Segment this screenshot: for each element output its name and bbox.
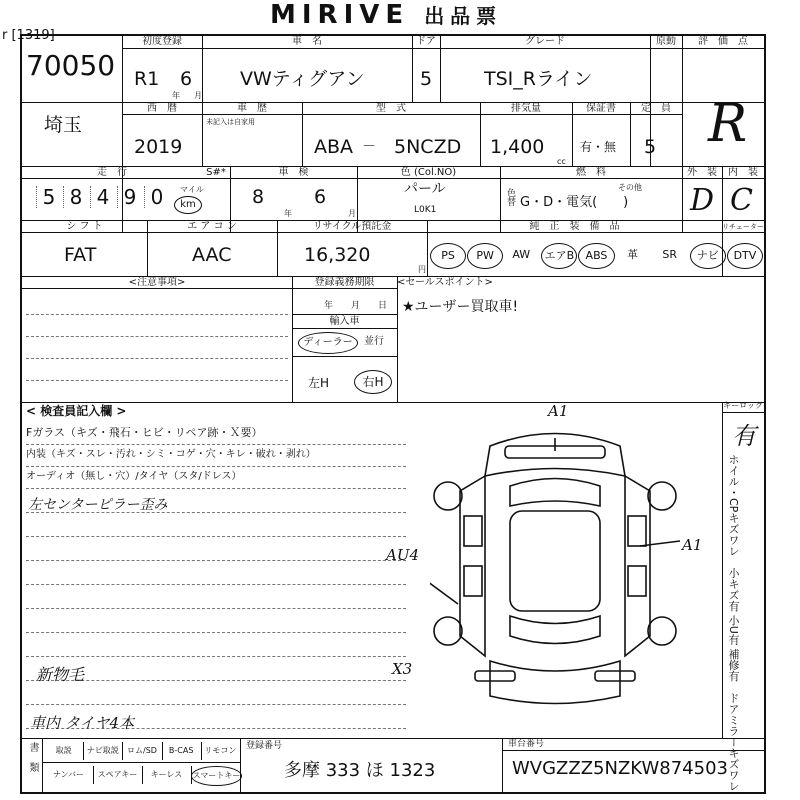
option-item: AW — [512, 248, 531, 261]
grade: TSI_Rライン — [484, 68, 593, 90]
doc-item: ロム/SD — [122, 742, 162, 760]
unit-yen: 円 — [418, 265, 426, 274]
model-type-b: 5NCZD — [394, 136, 462, 158]
option-item: エアB — [541, 243, 577, 269]
docs-row-2 — [44, 766, 240, 784]
diagram-mark-a1-top: A1 — [548, 402, 569, 420]
label-rating: 評 価 点 — [698, 36, 748, 47]
region: 埼玉 — [44, 114, 83, 136]
label-aircon: エ ア コ ン — [187, 221, 237, 232]
doc-item: リモコン — [201, 742, 241, 760]
label-car-name: 車 名 — [292, 36, 322, 47]
option-item: ABS — [578, 243, 614, 269]
label-plate: 登録番号 — [246, 741, 283, 751]
key-mark: 有 — [732, 422, 756, 450]
plate-number: 多摩 333 ほ 1323 — [284, 760, 436, 781]
label-chassis: 車 歴 — [237, 103, 267, 114]
aircon-value: AAC — [192, 244, 232, 266]
car-damage-diagram — [430, 416, 680, 716]
doc-item: スマートキー — [191, 766, 242, 786]
capacity: 5 — [644, 136, 657, 158]
handwritten-note-3: 車内 タイヤ4本 — [30, 714, 135, 732]
label-model-type: 型 式 — [376, 103, 406, 114]
fuel-other: その他 — [618, 183, 642, 192]
handwritten-note-2: 新物毛 — [36, 665, 85, 684]
import-dealer: ディーラー — [303, 337, 353, 348]
label-mileage: 走 行 — [97, 167, 127, 178]
doc-item: 取説 — [44, 742, 84, 760]
brand-name: MIRIVE — [270, 0, 410, 30]
color-name: パール — [404, 181, 446, 197]
model-year: 2019 — [134, 136, 183, 158]
car-name: VWティグアン — [240, 68, 365, 90]
recycle-value: 16,320 — [304, 244, 371, 266]
interior-grade: C — [730, 183, 753, 218]
color-change-label: 色替 — [505, 188, 515, 206]
label-notes: <注意事項> — [128, 277, 186, 288]
warranty-value: 有・無 — [580, 140, 617, 154]
label-key: キーロック — [723, 401, 763, 410]
doc-item: キーレス — [142, 766, 192, 784]
label-first-reg: 初度登録 — [142, 36, 182, 47]
label-grade: グレード — [525, 36, 565, 47]
label-options: 純 正 装 備 品 — [529, 221, 620, 232]
option-item: PW — [467, 243, 503, 269]
doc-item: B-CAS — [162, 742, 202, 760]
inspector-line-1: Fガラス（キズ・飛石・ヒビ・リペア跡・Ｘ要） — [26, 426, 263, 439]
doc-item: スペアキー — [93, 766, 143, 784]
diagram-mark-x3: X3 — [392, 660, 413, 678]
label-fuel: 燃 料 — [576, 167, 606, 178]
vin: WVGZZZ5NZKW874503 — [512, 758, 728, 779]
unit-month-1: 月 — [194, 91, 202, 100]
mileage-digit: 4 — [90, 186, 115, 208]
label-displacement: 排気量 — [511, 103, 541, 114]
chassis-note: 未記入は自家用 — [206, 118, 255, 126]
option-item: ナビ — [690, 243, 726, 269]
handle-right: 右H — [362, 375, 384, 389]
lot-number: 70050 — [26, 49, 116, 82]
color-code: L0K1 — [414, 205, 437, 215]
label-sales-point: <セールスポイント> — [397, 277, 493, 288]
lot-prefix: r [1319] — [2, 28, 55, 43]
option-item: SR — [662, 248, 678, 261]
handle-left: 左H — [308, 376, 330, 390]
registration-date: 年 月 日 — [324, 301, 388, 311]
sidebar-damage-legend: ホイル・CPキズワレ 小キズ有 小U有 補修有 ドアミラーキズワレ — [727, 454, 740, 792]
inspection-year: 8 — [252, 186, 265, 208]
label-inspector: < 検査員記入欄 > — [26, 404, 127, 418]
model-type-dash: － — [362, 139, 376, 155]
import-parallel: 並行 — [364, 336, 384, 347]
model-type-a: ABA — [314, 136, 354, 158]
option-item: 革 — [627, 248, 639, 261]
label-color: 色 (Col.NO) — [400, 167, 457, 178]
doc-item: ナビ取説 — [83, 742, 123, 760]
unit-mile: マイル — [180, 185, 204, 194]
import-dealer-circled — [298, 332, 358, 354]
label-exterior: 外 装 — [687, 167, 717, 178]
inspector-line-2: 内装（キズ・スレ・汚れ・シミ・コゲ・穴・キレ・破れ・剥れ） — [26, 449, 316, 460]
label-capacity: 定 員 — [641, 103, 671, 114]
mileage-digit: 8 — [63, 186, 88, 208]
diagram-mark-a1-right: A1 — [682, 536, 703, 554]
mileage-digit: 0 — [144, 186, 169, 208]
options-list — [430, 240, 764, 272]
doc-item: ナンバー — [44, 766, 94, 784]
first-reg-era: R1 — [134, 68, 160, 90]
inspector-line-3: オーディオ（無し・穴）/タイヤ（スタ/ドレス） — [26, 471, 242, 482]
unit-year-1: 年 — [172, 91, 180, 100]
label-drive: 原動 — [656, 36, 676, 47]
label-inspection: 車 検 — [278, 167, 309, 178]
unit-cc: cc — [557, 157, 566, 166]
mileage-digit: 9 — [117, 186, 142, 208]
unit-km: km — [180, 199, 196, 210]
diagram-mark-au4: AU4 — [386, 546, 420, 564]
handle-right-circled — [354, 370, 392, 394]
fuel-options: G・D・電気( ) — [520, 195, 629, 210]
shift-value: FAT — [64, 244, 97, 266]
handwritten-note-1: 左センターピラー歪み — [28, 497, 168, 513]
displacement: 1,400 — [490, 136, 545, 158]
form-title-text: 出品票 — [424, 4, 503, 28]
option-item: PS — [430, 243, 466, 269]
docs-row-1 — [44, 742, 240, 760]
label-doors: ドア — [416, 36, 436, 47]
label-import: 輸入車 — [329, 316, 360, 327]
unit-month-2: 月 — [348, 209, 356, 218]
mileage-digit: 5 — [36, 186, 61, 208]
exterior-grade: D — [690, 183, 715, 218]
label-options-extra: リチェーター — [722, 223, 764, 231]
form-title — [270, 0, 502, 30]
label-vin: 車台番号 — [508, 739, 545, 749]
label-model-year: 西 暦 — [147, 103, 177, 114]
label-shift: シ フ ト — [66, 221, 103, 232]
option-item: DTV — [727, 243, 763, 269]
first-reg-month: 6 — [180, 68, 193, 90]
label-recycle: リサイクル預託金 — [312, 221, 392, 232]
label-registration-expiry: 登録義務期限 — [314, 277, 375, 288]
rating-value: R — [708, 94, 748, 154]
auction-sheet — [2, 28, 766, 794]
unit-km-circled — [174, 196, 202, 214]
unit-year-2: 年 — [284, 209, 292, 218]
label-warranty: 保証書 — [586, 103, 616, 114]
doors: 5 — [420, 68, 433, 90]
sales-point-text: ★ユーザー買取車! — [402, 299, 519, 315]
label-interior: 内 装 — [728, 167, 758, 178]
label-docs: 書 類 — [27, 742, 38, 772]
inspection-month: 6 — [314, 186, 327, 208]
label-mileage-flag: S#* — [206, 167, 226, 178]
